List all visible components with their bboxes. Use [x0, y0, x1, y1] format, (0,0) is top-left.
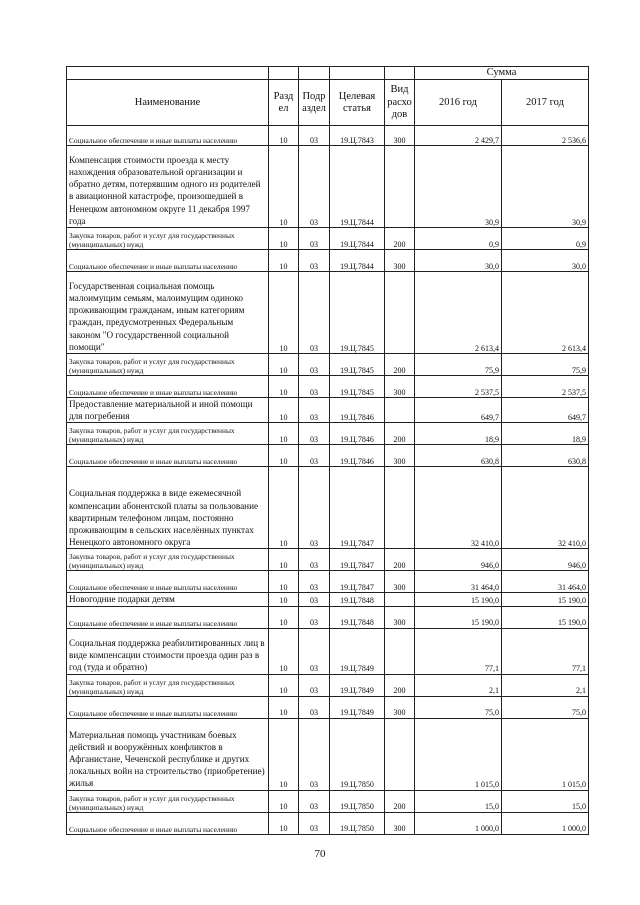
- cell-razdel: 10: [269, 606, 299, 628]
- table-row: [67, 606, 589, 628]
- header-podrazdel: Подр аздел: [299, 80, 330, 126]
- cell-vid: [385, 272, 415, 354]
- cell-name: Социальное обеспечение и иные выплаты населению: [67, 445, 269, 467]
- cell-2016: 0,9: [415, 228, 502, 250]
- cell-2017: 77,1: [502, 628, 589, 674]
- cell-target: 19.Ц.7850: [330, 812, 385, 834]
- cell-target: 19.Ц.7844: [330, 228, 385, 250]
- cell-target: 19.Ц.7845: [330, 376, 385, 398]
- cell-2016: 1 000,0: [415, 812, 502, 834]
- cell-podrazdel: 03: [299, 790, 330, 812]
- cell-target: 19.Ц.7849: [330, 696, 385, 718]
- table-row: [67, 445, 589, 467]
- table-row: [67, 593, 589, 606]
- cell-podrazdel: 03: [299, 423, 330, 445]
- cell-vid: 300: [385, 126, 415, 146]
- cell-podrazdel: 03: [299, 126, 330, 146]
- cell-name: Закупка товаров, работ и услуг для государственных (муниципальных) нужд: [67, 674, 269, 696]
- cell-2017: 15,0: [502, 790, 589, 812]
- cell-2016: 15 190,0: [415, 606, 502, 628]
- cell-vid: [385, 593, 415, 606]
- table-row: [67, 272, 589, 354]
- cell-vid: 200: [385, 790, 415, 812]
- cell-razdel: 10: [269, 674, 299, 696]
- table-row: [67, 812, 589, 834]
- cell-name: Новогодние подарки детям: [67, 593, 269, 606]
- table-row: [67, 250, 589, 272]
- header-row-top: [67, 67, 589, 80]
- cell-2016: 15,0: [415, 790, 502, 812]
- table-row: [67, 398, 589, 423]
- table-row: [67, 549, 589, 571]
- cell-2016: 75,0: [415, 696, 502, 718]
- cell-podrazdel: 03: [299, 398, 330, 423]
- table-row: [67, 126, 589, 146]
- cell-name: Материальная помощь участникам боевых действий и вооружённых конфликтов в Афганистане, Чеченской республике и других локальных войн на строительство (приобретение) жилья: [67, 718, 269, 790]
- cell-2017: 32 410,0: [502, 467, 589, 549]
- cell-razdel: 10: [269, 250, 299, 272]
- header-target: Целевая статья: [330, 80, 385, 126]
- cell-name: Социальное обеспечение и иные выплаты населению: [67, 571, 269, 593]
- cell-target: 19.Ц.7847: [330, 467, 385, 549]
- cell-razdel: 10: [269, 696, 299, 718]
- cell-target: 19.Ц.7846: [330, 398, 385, 423]
- cell-razdel: 10: [269, 790, 299, 812]
- cell-2017: 18,9: [502, 423, 589, 445]
- cell-razdel: 10: [269, 628, 299, 674]
- cell-vid: 300: [385, 812, 415, 834]
- cell-2016: 32 410,0: [415, 467, 502, 549]
- table-row: [67, 674, 589, 696]
- cell-2016: 77,1: [415, 628, 502, 674]
- cell-podrazdel: 03: [299, 354, 330, 376]
- cell-vid: 300: [385, 445, 415, 467]
- cell-vid: 300: [385, 376, 415, 398]
- cell-target: 19.Ц.7849: [330, 674, 385, 696]
- header-year-2017: 2017 год: [502, 80, 589, 126]
- cell-target: 19.Ц.7844: [330, 146, 385, 228]
- cell-name: Социальная поддержка реабилитированных лиц в виде компенсации стоимости проезда один раз в год (туда и обратно): [67, 628, 269, 674]
- cell-name: Компенсация стоимости проезда к месту нахождения образовательной организации и обратно детям, потерявшим одного из родителей в авиационной катастрофе, произошедшей в Ненецком автономном округе 11 декабря 1997 года: [67, 146, 269, 228]
- cell-name: Социальное обеспечение и иные выплаты населению: [67, 606, 269, 628]
- cell-target: 19.Ц.7846: [330, 445, 385, 467]
- table-row: [67, 228, 589, 250]
- cell-2016: 2 429,7: [415, 126, 502, 146]
- cell-target: 19.Ц.7843: [330, 126, 385, 146]
- cell-2016: 649,7: [415, 398, 502, 423]
- cell-2017: 2 613,4: [502, 272, 589, 354]
- cell-vid: 300: [385, 571, 415, 593]
- cell-vid: [385, 718, 415, 790]
- cell-vid: [385, 146, 415, 228]
- cell-target: 19.Ц.7845: [330, 272, 385, 354]
- cell-2016: 31 464,0: [415, 571, 502, 593]
- cell-vid: 200: [385, 354, 415, 376]
- header-year-2016: 2016 год: [415, 80, 502, 126]
- cell-podrazdel: 03: [299, 606, 330, 628]
- cell-name: Социальное обеспечение и иные выплаты населению: [67, 812, 269, 834]
- cell-2017: 15 190,0: [502, 593, 589, 606]
- cell-vid: [385, 467, 415, 549]
- cell-target: 19.Ц.7850: [330, 790, 385, 812]
- cell-podrazdel: 03: [299, 467, 330, 549]
- cell-podrazdel: 03: [299, 571, 330, 593]
- cell-razdel: 10: [269, 126, 299, 146]
- table-row: [67, 696, 589, 718]
- header-blank: [269, 67, 299, 80]
- cell-name: Предоставление материальной и иной помощи для погребения: [67, 398, 269, 423]
- cell-name: Закупка товаров, работ и услуг для государственных (муниципальных) нужд: [67, 228, 269, 250]
- cell-2017: 1 000,0: [502, 812, 589, 834]
- cell-razdel: 10: [269, 228, 299, 250]
- cell-razdel: 10: [269, 423, 299, 445]
- cell-razdel: 10: [269, 467, 299, 549]
- table-row: [67, 376, 589, 398]
- cell-target: 19.Ц.7848: [330, 593, 385, 606]
- cell-razdel: 10: [269, 376, 299, 398]
- table-row: [67, 146, 589, 228]
- cell-2017: 2 537,5: [502, 376, 589, 398]
- cell-name: Закупка товаров, работ и услуг для государственных (муниципальных) нужд: [67, 790, 269, 812]
- cell-2017: 2 536,6: [502, 126, 589, 146]
- cell-2016: 946,0: [415, 549, 502, 571]
- cell-2016: 30,9: [415, 146, 502, 228]
- cell-2017: 30,9: [502, 146, 589, 228]
- cell-podrazdel: 03: [299, 445, 330, 467]
- cell-2017: 0,9: [502, 228, 589, 250]
- table-row: [67, 467, 589, 549]
- cell-2017: 630,8: [502, 445, 589, 467]
- cell-2016: 75,9: [415, 354, 502, 376]
- cell-2016: 18,9: [415, 423, 502, 445]
- cell-2016: 30,0: [415, 250, 502, 272]
- cell-2016: 15 190,0: [415, 593, 502, 606]
- cell-razdel: 10: [269, 445, 299, 467]
- cell-2016: 2,1: [415, 674, 502, 696]
- cell-podrazdel: 03: [299, 549, 330, 571]
- cell-podrazdel: 03: [299, 228, 330, 250]
- cell-name: Социальное обеспечение и иные выплаты населению: [67, 250, 269, 272]
- cell-razdel: 10: [269, 718, 299, 790]
- page-number: 70: [314, 848, 326, 860]
- cell-2016: 2 537,5: [415, 376, 502, 398]
- header-blank: [67, 67, 269, 80]
- cell-podrazdel: 03: [299, 628, 330, 674]
- cell-2017: 31 464,0: [502, 571, 589, 593]
- cell-vid: 200: [385, 674, 415, 696]
- header-vid: Вид расхо дов: [385, 80, 415, 126]
- cell-2016: 1 015,0: [415, 718, 502, 790]
- cell-vid: 200: [385, 549, 415, 571]
- cell-podrazdel: 03: [299, 674, 330, 696]
- header-row: [67, 80, 589, 126]
- header-razdel: Разд ел: [269, 80, 299, 126]
- cell-razdel: 10: [269, 146, 299, 228]
- cell-podrazdel: 03: [299, 718, 330, 790]
- cell-vid: 300: [385, 696, 415, 718]
- cell-2016: 630,8: [415, 445, 502, 467]
- cell-2017: 946,0: [502, 549, 589, 571]
- cell-razdel: 10: [269, 593, 299, 606]
- cell-target: 19.Ц.7846: [330, 423, 385, 445]
- cell-name: Социальная поддержка в виде ежемесячной компенсации абонентской платы за пользование квартирным телефоном лицам, постоянно проживающим в сельских населённых пунктах Ненецкого автономного округа: [67, 467, 269, 549]
- header-blank: [385, 67, 415, 80]
- cell-target: 19.Ц.7847: [330, 549, 385, 571]
- header-sum: Сумма: [415, 67, 589, 80]
- cell-razdel: 10: [269, 549, 299, 571]
- cell-razdel: 10: [269, 571, 299, 593]
- cell-target: 19.Ц.7844: [330, 250, 385, 272]
- cell-razdel: 10: [269, 398, 299, 423]
- cell-name: Социальное обеспечение и иные выплаты населению: [67, 376, 269, 398]
- cell-2017: 2,1: [502, 674, 589, 696]
- cell-razdel: 10: [269, 812, 299, 834]
- cell-razdel: 10: [269, 272, 299, 354]
- cell-name: Закупка товаров, работ и услуг для государственных (муниципальных) нужд: [67, 423, 269, 445]
- cell-2017: 1 015,0: [502, 718, 589, 790]
- cell-2017: 30,0: [502, 250, 589, 272]
- cell-target: 19.Ц.7849: [330, 628, 385, 674]
- table-row: [67, 790, 589, 812]
- cell-target: 19.Ц.7850: [330, 718, 385, 790]
- cell-2016: 2 613,4: [415, 272, 502, 354]
- table-row: [67, 354, 589, 376]
- cell-target: 19.Ц.7847: [330, 571, 385, 593]
- cell-name: Социальное обеспечение и иные выплаты населению: [67, 696, 269, 718]
- budget-table: [66, 66, 589, 835]
- cell-name: Государственная социальная помощь малоимущим семьям, малоимущим одиноко проживающим гражданам, иным категориям граждан, предусмотренных Федеральным законом "О государственной социальной помощи": [67, 272, 269, 354]
- cell-name: Закупка товаров, работ и услуг для государственных (муниципальных) нужд: [67, 354, 269, 376]
- cell-podrazdel: 03: [299, 376, 330, 398]
- cell-podrazdel: 03: [299, 250, 330, 272]
- cell-podrazdel: 03: [299, 272, 330, 354]
- header-name: Наименование: [67, 80, 269, 126]
- cell-2017: 75,0: [502, 696, 589, 718]
- cell-podrazdel: 03: [299, 812, 330, 834]
- cell-vid: 300: [385, 606, 415, 628]
- cell-podrazdel: 03: [299, 593, 330, 606]
- table-row: [67, 628, 589, 674]
- table-row: [67, 571, 589, 593]
- header-blank: [299, 67, 330, 80]
- cell-target: 19.Ц.7845: [330, 354, 385, 376]
- table-row: [67, 718, 589, 790]
- table-row: [67, 423, 589, 445]
- cell-vid: [385, 398, 415, 423]
- cell-2017: 649,7: [502, 398, 589, 423]
- cell-2017: 15 190,0: [502, 606, 589, 628]
- cell-vid: 200: [385, 423, 415, 445]
- cell-2017: 75,9: [502, 354, 589, 376]
- cell-name: Социальное обеспечение и иные выплаты населению: [67, 126, 269, 146]
- cell-razdel: 10: [269, 354, 299, 376]
- cell-vid: [385, 628, 415, 674]
- header-blank: [330, 67, 385, 80]
- cell-podrazdel: 03: [299, 696, 330, 718]
- cell-vid: 200: [385, 228, 415, 250]
- cell-target: 19.Ц.7848: [330, 606, 385, 628]
- cell-vid: 300: [385, 250, 415, 272]
- cell-podrazdel: 03: [299, 146, 330, 228]
- cell-name: Закупка товаров, работ и услуг для государственных (муниципальных) нужд: [67, 549, 269, 571]
